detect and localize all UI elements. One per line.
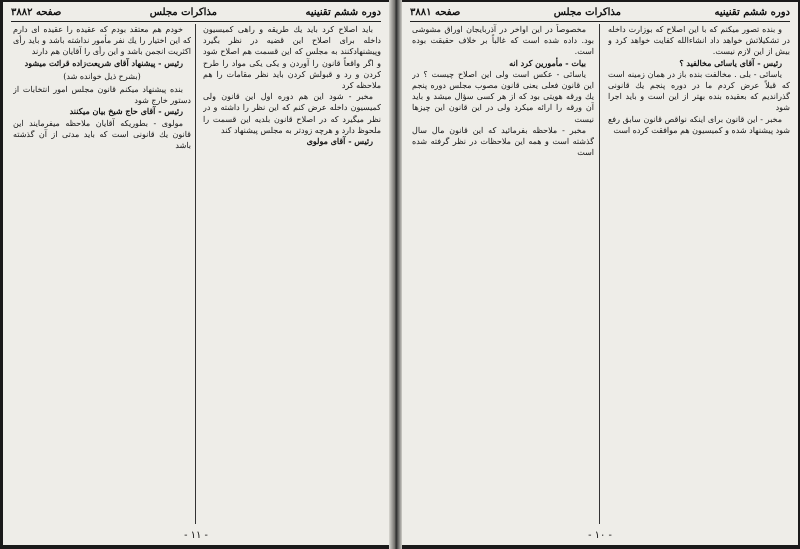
speaker-line: رئيس - آقای مولوی xyxy=(306,136,373,147)
paragraph: ياسائی - عكس است ولی اين اصلاح چيست ؟ در اين قانون فعلی يعنی قانون مصوب مجلس دوره پنجم يك ورقه هويتی بود كه از هر كسی سؤال ميشد و بايد آن ورقه را ارائه ميكرد ولی در اين قانون اين چيزها نيست xyxy=(412,69,594,124)
book-gutter xyxy=(389,0,402,549)
paragraph: مخبر - شود اين هم دوره اول اين قانون ولی كميسيون داخله عرض كنم كه اين نظر را داشته و در نظر ميگيرد كه در اصلاح قانون بلديه اين قسمت را ملحوظ دارد و هرچه زودتر به مجلس پيشنهاد كند xyxy=(203,92,381,135)
paragraph: مولوی - بطوريكه آقايان ملاحظه ميفرمايند اين قانون يك قانونی است كه بايد مدتی از آن گذشته باشد xyxy=(13,118,191,151)
right-column-left xyxy=(412,24,594,524)
paragraph: مخبر - اين قانون برای اينكه نواقص قانون سابق رفع شود پيشنهاد شده و كميسيون هم موافقت كرده است xyxy=(608,114,790,135)
right-column-divider xyxy=(599,24,600,524)
right-page-number: - ۱۰ - xyxy=(588,530,612,541)
motion-text: بنده پيشنهاد ميكنم قانون مجلس امور انتخابات از دستور خارج شود xyxy=(13,85,191,106)
right-header-rule xyxy=(410,21,790,22)
speaker-line: بيات - مأمورين كرد انه xyxy=(509,57,586,68)
left-column-left xyxy=(13,24,191,520)
left-header-title: مذاکرات مجلس xyxy=(149,7,218,18)
speaker-line: رئيس - پيشنهاد آقای شريعت‌زاده قرائت ميشود xyxy=(24,57,183,68)
left-page-header xyxy=(3,5,389,20)
paragraph: و بنده تصور ميكنم كه با اين اصلاح كه بوزارت داخله در تشكيلاتش خواهد داد انشاءالله كفايت خواهد كرد و بيش از اين لازم نيست. xyxy=(608,25,790,57)
left-column-divider xyxy=(195,24,196,524)
right-column-right xyxy=(608,24,790,524)
paragraph: خودم هم معتقد بودم كه عقيده را عقيده ای دارم كه اين اختيار را يك نفر مأمور نداشته باشد و بايد رأی اكثريت انجمن باشد و اين رأی را آقايان هم دارند xyxy=(13,25,191,57)
paragraph: ياسائی - بلی . مخالفت بنده باز در همان زمينه است كه قبلاً عرض كردم ما در دوره پنجم يك قانونی گذرانديم كه بعقيده بنده بهتر از اين است و بايد اجرا شود xyxy=(608,69,790,113)
speaker-line: رئيس - آقای ياسائی مخالفيد ؟ xyxy=(679,57,782,68)
left-column-right xyxy=(203,24,381,520)
paragraph: بايد اصلاح كرد بايد يك طريقه و راهی كميسيون داخله برای اصلاح اين قضيه در نظر بگيرد وپيشنهادكنند به مجلس كه اين قسمت هم اصلاح شود و اگر واقعاً قانون را آوردن و يكی يكی مواد را طرح كردن و رد و قبولش كردن بايد نظر مقامات را هم ملاحظه كرد xyxy=(203,25,381,91)
left-header-page: صفحه ۳۸۸۲ xyxy=(11,7,62,18)
right-header-title: مذاکرات مجلس xyxy=(553,7,622,18)
paragraph: مخصوصاً در اين اواخر در آذربايجان اوراق مشوشی بود. داده شده است كه غالباً بر خلاف حقيقت بوده است. xyxy=(412,25,594,57)
stage-direction: (بشرح ذيل خوانده شد) xyxy=(63,71,141,81)
left-page xyxy=(3,2,389,545)
left-header-journal: دوره ششم تقنینیه xyxy=(305,7,381,18)
right-page-header xyxy=(402,5,798,20)
left-page-number: - ۱۱ - xyxy=(184,530,208,541)
right-header-page: صفحه ۳۸۸۱ xyxy=(410,7,461,18)
left-header-rule xyxy=(11,21,381,22)
right-page xyxy=(402,2,798,545)
speaker-line: رئيس - آقای حاج شيخ بيان ميكنند xyxy=(69,106,183,117)
paragraph: مخبر - ملاحظه بفرمائيد كه اين قانون مال سال گذشته است و همه اين ملاحظات در نظر گرفته شده است xyxy=(412,125,594,158)
right-header-journal: دوره ششم تقنینیه xyxy=(714,7,790,18)
